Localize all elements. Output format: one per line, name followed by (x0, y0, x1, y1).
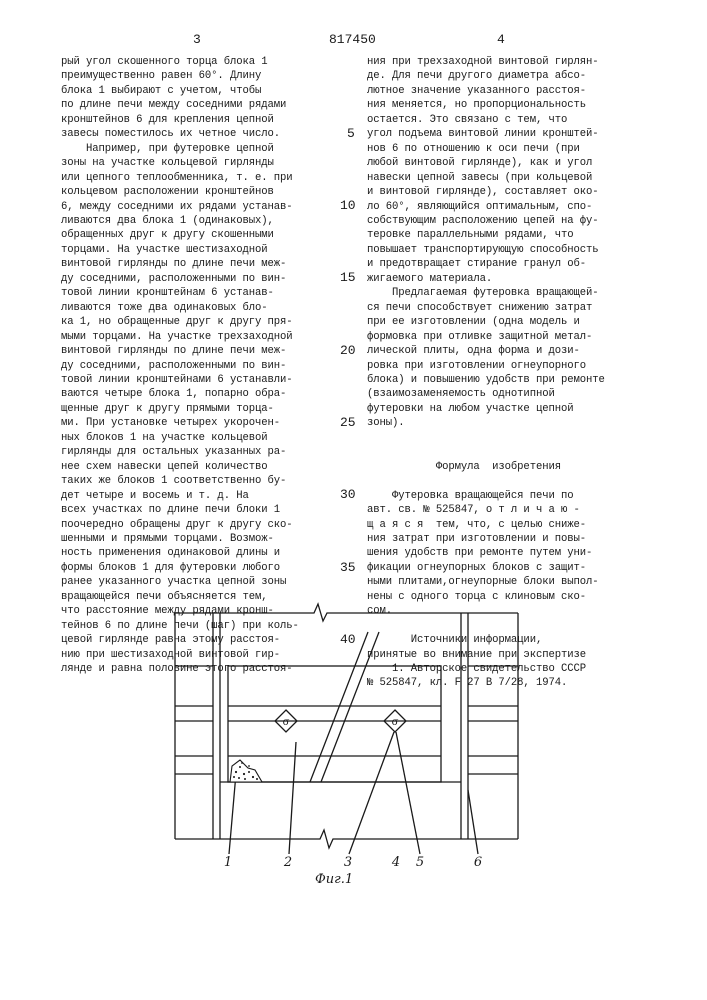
text-line: торцами. На участке шестизаходной (61, 243, 268, 256)
text-line: шенными и прямыми торцами. Возмож- (61, 532, 274, 545)
frame-bottom-line (175, 830, 518, 848)
text-line: Источники информации, (367, 634, 543, 647)
text-line: лютное значение указанного расстоя- (367, 84, 587, 97)
text-line: 1. Авторское свидетельство СССР (367, 663, 587, 676)
text-line: ка 1, но обращенные друг к другу пря- (61, 316, 293, 329)
text-line: завесы поместилось их четное число. (61, 128, 281, 141)
text-line: навески цепной завесы (при кольцевой (367, 171, 593, 184)
text-line: принятые во внимание при экспертизе (367, 648, 587, 661)
text-line: ния при трехзаходной винтовой гирлян- (367, 56, 599, 68)
text-line: ния меняется, но пропорциональность (367, 99, 587, 112)
text-line: Предлагаемая футеровка вращающей- (367, 287, 599, 300)
page-number-left: 3 (193, 32, 201, 47)
text-line: ных блоков 1 на участке кольцевой (61, 431, 268, 444)
text-line: угол подъема винтовой линии кронштей- (367, 128, 599, 141)
text-line: (взаимозаменяемость однотипной (367, 388, 555, 401)
text-line: нов 6 по отношению к оси печи (при (367, 142, 580, 155)
text-line: кронштейнов 6 для крепления цепной (61, 113, 274, 126)
text-line: мыми торцами. На участке трехзаходной (61, 330, 293, 343)
text-line: гирлянды для остальных указанных ра- (61, 446, 287, 459)
text-line: при ее изготовлении (одна модель и (367, 316, 580, 329)
line-number: 30 (340, 487, 356, 502)
text-line: авт. св. № 525847, о т л и ч а ю - (367, 504, 580, 517)
text-line: теровке параллельными рядами, что (367, 229, 574, 242)
text-line: блока 1 выбирают с учетом, чтобы (61, 84, 262, 97)
diamond-letter-right: σ (391, 717, 399, 728)
text-line: всех участках по длине печи блоки 1 (61, 504, 281, 517)
text-line: ду соседними, расположенными по вин- (61, 359, 287, 372)
text-line: Например, при футеровке цепной (61, 142, 274, 155)
text-line: кольцевом расположении кронштейнов (61, 186, 274, 199)
text-line: ливаются тоже два одинаковых бло- (61, 301, 268, 314)
text-line: товой линии кронштейнам 6 устанав- (61, 287, 274, 300)
text-line: футеровки на любом участке цепной (367, 402, 574, 415)
text-line: что расстояние между рядами кронш- (61, 605, 274, 618)
line-number: 10 (340, 198, 356, 213)
text-line: винтовой гирлянды по длине печи меж- (61, 258, 287, 271)
text-line: повышает транспортирующую способность (367, 243, 599, 256)
text-line: цевой гирлянде равна этому расстоя- (61, 634, 281, 647)
text-line: щ а я с я тем, что, с целью сниже- (367, 518, 587, 531)
lining-blocks (228, 666, 441, 782)
text-line: вращающейся печи объясняется тем, (61, 590, 268, 603)
text-line: ния затрат при изготовлении и повы- (367, 532, 587, 545)
text-line: рый угол скошенного торца блока 1 (61, 56, 268, 68)
text-line: формы блоков 1 для футеровки любого (61, 561, 281, 574)
text-line: де. Для печи другого диаметра абсо- (367, 70, 587, 83)
inclined-block-face (310, 632, 368, 782)
text-line: и винтовой гирлянде), составляет око- (367, 186, 599, 199)
text-line: ными плитами,огнеупорные блоки выпол- (367, 576, 599, 589)
part-label-2: 2 (283, 855, 293, 870)
text-line: фикации огнеупорных блоков с защит- (367, 561, 587, 574)
frame-top-line (175, 604, 518, 621)
part-label-6: 6 (473, 855, 483, 870)
text-line: лянде и равна половине этого расстоя- (61, 663, 293, 676)
text-line: и предотвращает стирание гранул об- (367, 258, 587, 271)
patent-number: 817450 (329, 32, 376, 47)
text-line: дет четыре и восемь и т. д. На (61, 489, 249, 502)
text-line: ся печи способствует снижению затрат (367, 301, 593, 314)
text-line: по длине печи между соседними рядами (61, 99, 287, 112)
part-label-3: 3 (343, 855, 353, 870)
part-label-5: 5 (415, 855, 425, 870)
text-line: формовка при отливке защитной метал- (367, 330, 593, 343)
text-line: ду соседними, расположенными по вин- (61, 272, 287, 285)
text-line: нены с одного торца с клиновым ско- (367, 590, 587, 603)
text-line: нию при шестизаходной винтовой гир- (61, 648, 281, 661)
text-line: лической плиты, одна форма и дози- (367, 345, 580, 358)
text-line: ровка при изготовлении огнеупорного (367, 359, 587, 372)
text-line: собствующим расположению цепей на фу- (367, 214, 599, 227)
text-line: 6, между соседними их рядами устанав- (61, 200, 293, 213)
diamond-letter-left: σ (282, 717, 290, 728)
text-line: щенные друг к другу прямыми торца- (61, 402, 274, 415)
text-line: ло 60°, являющийся оптимальным, спо- (367, 200, 593, 213)
text-line: сом. (367, 605, 393, 618)
text-line: поочередно обращены друг к другу ско- (61, 518, 293, 531)
line-number: 5 (347, 126, 355, 141)
line-number: 40 (340, 632, 356, 647)
text-line: или цепного теплообменника, т. е. при (61, 171, 293, 184)
text-line: ваются четыре блока 1, попарно обра- (61, 388, 287, 401)
line-number: 35 (340, 560, 356, 575)
text-line: № 525847, кл. F 27 B 7/28, 1974. (367, 677, 568, 690)
text-line: любой винтовой гирлянде), как и угол (367, 157, 593, 170)
line-number: 15 (340, 270, 356, 285)
part-label-4: 4 (391, 855, 401, 870)
text-line: винтовой гирлянды по длине печи меж- (61, 345, 287, 358)
text-line: зоны на участке кольцевой гирлянды (61, 157, 274, 170)
text-line: нее схем навески цепей количество (61, 460, 268, 473)
text-line: ливаются два блока 1 (одинаковых), (61, 214, 274, 227)
text-line: тейнов 6 по длине печи (шаг) при коль- (61, 619, 299, 632)
text-line: обращенных друг к другу скошенными (61, 229, 274, 242)
text-line: блока) и повышению удобств при ремонте (367, 373, 605, 386)
material-fill (230, 760, 262, 782)
figure-caption: Фиг.1 (315, 872, 354, 887)
text-line: Формула изобретения (367, 460, 561, 473)
text-line: ность применения одинаковой длины и (61, 547, 281, 560)
part-label-1: 1 (223, 855, 233, 870)
text-line: ранее указанного участка цепной зоны (61, 576, 287, 589)
text-line: зоны). (367, 417, 405, 430)
text-line: шения удобств при ремонте путем уни- (367, 547, 593, 560)
page-number-right: 4 (497, 32, 505, 47)
line-number: 20 (340, 343, 356, 358)
text-line: ми. При установке четырех укорочен- (61, 417, 281, 430)
text-line: Футеровка вращающейся печи по (367, 489, 574, 502)
text-line: остается. Это связано с тем, что (367, 113, 568, 126)
text-line: товой линии кронштейнами 6 устанавли- (61, 373, 293, 386)
line-number: 25 (340, 415, 356, 430)
text-line: жигаемого материала. (367, 272, 493, 285)
text-line: таких же блоков 1 соответственно бу- (61, 475, 287, 488)
text-line: преимущественно равен 60°. Длину (61, 70, 262, 83)
